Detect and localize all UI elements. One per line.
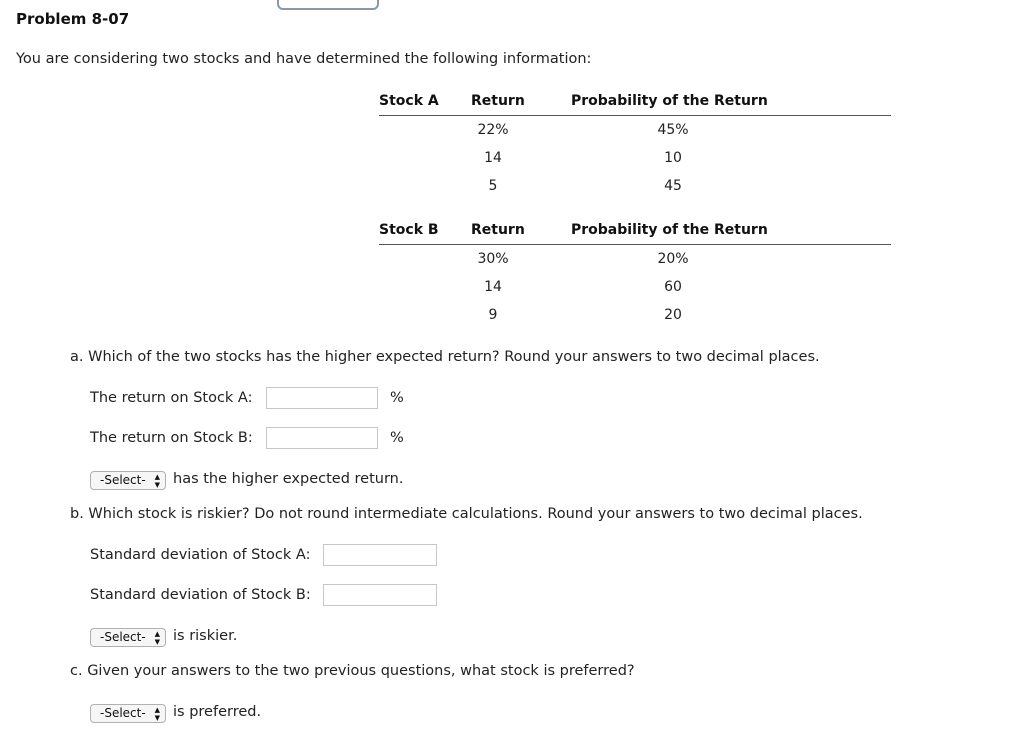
- stddev-b-label: Standard deviation of Stock B:: [90, 587, 311, 603]
- probability-value: 60: [664, 279, 682, 295]
- return-value: 30%: [477, 251, 509, 267]
- probability-value: 20%: [657, 251, 689, 267]
- return-a-input[interactable]: [266, 387, 378, 409]
- probability-value: 20: [664, 307, 682, 323]
- probability-value: 45: [664, 178, 682, 194]
- riskier-select[interactable]: [90, 628, 166, 647]
- table-row: [379, 245, 891, 274]
- stddev-a-input[interactable]: [323, 544, 437, 566]
- return-b-label: The return on Stock B:: [90, 430, 253, 446]
- updown-arrow-icon: ▲ ▼: [154, 706, 160, 722]
- table-row: [379, 144, 891, 172]
- return-header: Return: [471, 92, 571, 116]
- intro-text: You are considering two stocks and have determined the following information:: [16, 51, 592, 67]
- stock-a-header: Stock A: [379, 92, 471, 116]
- return-b-input[interactable]: [266, 427, 378, 449]
- probability-header: Probability of the Return: [571, 92, 891, 116]
- stock-b-header: Stock B: [379, 221, 471, 245]
- table-row: [379, 301, 891, 329]
- select-value: -Select-: [100, 630, 146, 644]
- updown-arrow-icon: ▲ ▼: [154, 630, 160, 646]
- probability-header: Probability of the Return: [571, 221, 891, 245]
- question-b: b. Which stock is riskier? Do not round intermediate calculations. Round your answers to two decimal places.: [70, 506, 863, 522]
- return-value: 14: [484, 150, 502, 166]
- preferred-text: is preferred.: [173, 704, 262, 720]
- question-a: a. Which of the two stocks has the higher expected return? Round your answers to two decimal places.: [70, 349, 820, 365]
- higher-return-select[interactable]: [90, 471, 166, 490]
- top-tab-button[interactable]: [277, 0, 379, 10]
- percent-unit: %: [390, 390, 404, 406]
- return-value: 14: [484, 279, 502, 295]
- probability-value: 45%: [657, 122, 689, 138]
- return-a-label: The return on Stock A:: [90, 390, 253, 406]
- return-value: 22%: [477, 122, 509, 138]
- select-value: -Select-: [100, 706, 146, 720]
- return-value: 5: [488, 178, 498, 194]
- problem-title: Problem 8-07: [16, 10, 130, 28]
- stock-a-table: [379, 92, 891, 200]
- updown-arrow-icon: ▲ ▼: [154, 473, 160, 489]
- higher-return-text: has the higher expected return.: [173, 471, 404, 487]
- stddev-b-input[interactable]: [323, 584, 437, 606]
- return-value: 9: [488, 307, 498, 323]
- probability-value: 10: [664, 150, 682, 166]
- question-c: c. Given your answers to the two previous questions, what stock is preferred?: [70, 663, 635, 679]
- percent-unit: %: [390, 430, 404, 446]
- table-row: [379, 116, 891, 145]
- select-value: -Select-: [100, 473, 146, 487]
- riskier-text: is riskier.: [173, 628, 238, 644]
- table-row: [379, 273, 891, 301]
- stock-b-table: [379, 221, 891, 329]
- stddev-a-label: Standard deviation of Stock A:: [90, 547, 311, 563]
- preferred-select[interactable]: [90, 704, 166, 723]
- return-header: Return: [471, 221, 571, 245]
- table-row: [379, 172, 891, 200]
